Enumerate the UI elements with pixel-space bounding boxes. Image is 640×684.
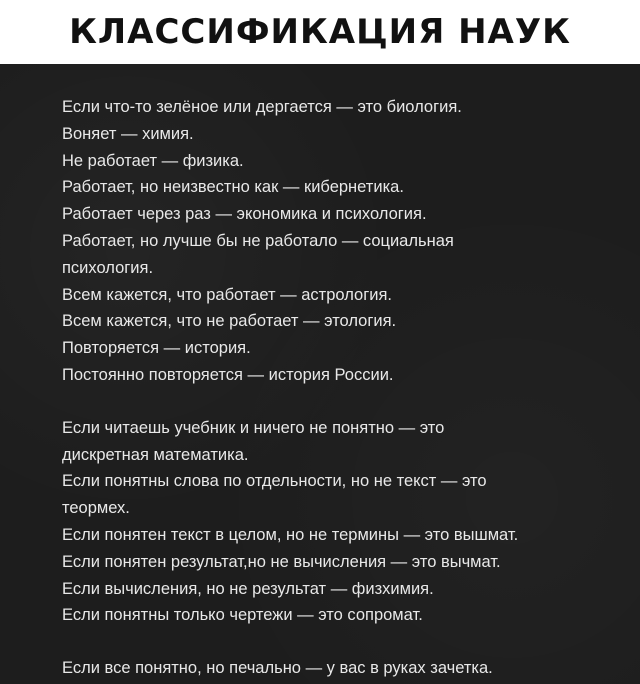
text-line: Если все понятно, но печально — у вас в руках зачетка.	[62, 659, 493, 678]
text-line: Всем кажется, что работает — астрология.	[62, 285, 392, 304]
text-line: Воняет — химия.	[62, 124, 194, 143]
text-line: Повторяется — история.	[62, 339, 251, 358]
paragraph-spacer	[62, 389, 622, 415]
text-line: Работает, но лучше бы не работало — социальная	[62, 231, 454, 250]
text-line: Если понятны слова по отдельности, но не текст — это	[62, 472, 487, 491]
header	[0, 0, 640, 64]
text-line: Если понятны только чертежи — это сопромат.	[62, 606, 423, 625]
text-line: дискретная математика.	[62, 445, 249, 464]
text-line: Работает через раз — экономика и психология.	[62, 205, 427, 224]
text-line: психология.	[62, 258, 154, 277]
text-line: теормех.	[62, 499, 130, 518]
text-panel	[0, 64, 640, 684]
page-title: КЛАССИФИКАЦИЯ НАУК	[69, 12, 571, 52]
text-line: Если вычисления, но не результат — физхимия.	[62, 579, 434, 598]
text-line: Если понятен текст в целом, но не термины — это вышмат.	[62, 525, 519, 544]
text-line: Если понятен результат,но не вычисления — это вычмат.	[62, 552, 501, 571]
classification-text	[62, 94, 622, 682]
text-line: Постоянно повторяется — история России.	[62, 365, 394, 384]
text-line: Если что-то зелёное или дергается — это биология.	[62, 98, 462, 116]
text-line: Всем кажется, что не работает — этология.	[62, 312, 397, 331]
text-line: Если читаешь учебник и ничего не понятно — это	[62, 418, 445, 437]
text-line: Работает, но неизвестно как — кибернетика.	[62, 178, 404, 197]
text-line: Не работает — физика.	[62, 151, 244, 170]
paragraph-spacer	[62, 629, 622, 655]
